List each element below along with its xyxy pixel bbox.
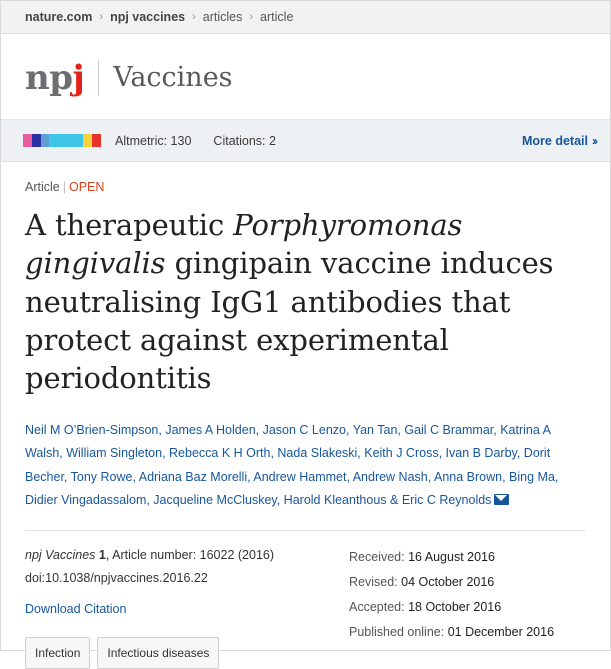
history-label-accepted: Accepted: <box>349 599 405 614</box>
subject-tag-infection[interactable]: Infection <box>25 637 90 669</box>
chevron-right-icon: ›› <box>592 133 596 148</box>
history-value-published: 01 December 2016 <box>447 624 555 639</box>
subject-tag-infectious-diseases[interactable]: Infectious diseases <box>97 637 219 669</box>
citation-block <box>25 545 325 669</box>
breadcrumb-item-journal[interactable]: npj vaccines <box>110 9 186 24</box>
breadcrumb <box>1 1 610 34</box>
breadcrumb-item-nature[interactable]: nature.com <box>25 9 93 24</box>
divider <box>25 530 586 531</box>
history-label-received: Received: <box>349 549 405 564</box>
journal-title: Vaccines <box>113 62 233 93</box>
history-row-revised <box>349 570 554 595</box>
envelope-icon[interactable] <box>494 494 509 505</box>
altmetric-score: Altmetric: 130 <box>115 133 192 148</box>
citations-count: Citations: 2 <box>213 133 276 148</box>
breadcrumb-separator-icon: › <box>192 10 196 23</box>
citation-journal: npj Vaccines <box>25 547 96 562</box>
author-names[interactable]: Neil M O’Brien-Simpson, James A Holden, Jason C Lenzo, Yan Tan, Gail C Brammar, Katrina A Walsh, William Singleton, Rebecca K H Orth, Nada Slakeski, Keith J Cross, Ivan B Darby, Dorit Becher, Tony Rowe, Adriana Baz Morelli, Andrew Hammet, Andrew Nash, Anna Brown, Bing Ma, Didier Vingadassalom, Jacqueline McCluskey, Harold Kleanthous & Eric C Reynolds <box>25 423 559 507</box>
subject-tags <box>25 637 325 669</box>
breadcrumb-separator-icon: › <box>249 10 254 23</box>
article-type-divider: | <box>62 180 66 194</box>
history-label-published: Published online: <box>349 624 445 639</box>
breadcrumb-separator-icon: › <box>99 10 104 23</box>
breadcrumb-item-article: article <box>260 9 294 24</box>
metrics-bar <box>1 120 610 162</box>
journal-logo[interactable] <box>25 57 233 98</box>
citation-volume: 1 <box>98 547 106 562</box>
journal-masthead <box>1 34 610 120</box>
article-history <box>325 545 554 669</box>
more-detail-label: More detail <box>522 133 588 148</box>
title-part-1: A therapeutic <box>25 208 234 242</box>
npj-logo-np: np <box>25 57 73 98</box>
citation-line <box>25 545 325 566</box>
article-type-label: Article <box>25 180 60 194</box>
history-value-accepted: 18 October 2016 <box>408 599 502 614</box>
title-species-italic: Porphyromonas gingivalis <box>25 208 463 281</box>
more-detail-link[interactable] <box>522 134 596 148</box>
title-part-2: gingipain vaccine induces neutralising IgG1 antibodies that protect against experimental periodontitis <box>25 246 554 396</box>
history-label-revised: Revised: <box>349 574 398 589</box>
author-list <box>25 419 586 512</box>
open-access-badge: OPEN <box>68 180 105 194</box>
history-value-received: 16 August 2016 <box>408 549 495 564</box>
altmetric-badge-icon[interactable] <box>23 134 101 147</box>
article-type-row <box>25 180 586 194</box>
article-content <box>1 162 610 669</box>
history-row-published <box>349 620 554 645</box>
citation-article-number: , Article number: 16022 (2016) <box>105 547 275 562</box>
history-row-accepted <box>349 595 554 620</box>
download-citation-link[interactable]: Download Citation <box>25 602 127 617</box>
history-row-received <box>349 545 554 570</box>
npj-logo-text <box>25 57 85 98</box>
article-metadata <box>25 545 586 669</box>
npj-logo-j: j <box>72 57 85 98</box>
history-value-revised: 04 October 2016 <box>401 574 495 589</box>
page-title <box>25 206 586 397</box>
breadcrumb-item-articles[interactable]: articles <box>202 9 243 24</box>
logo-divider <box>98 60 99 96</box>
citation-doi: doi:10.1038/npjvaccines.2016.22 <box>25 571 208 586</box>
